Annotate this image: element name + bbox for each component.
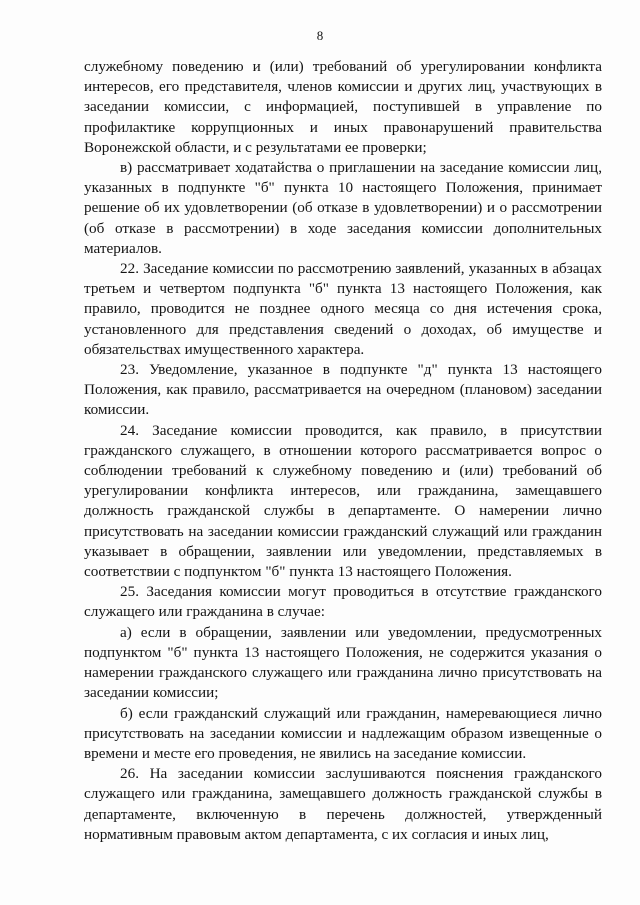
page-number: 8	[316, 28, 324, 43]
paragraph-continuation: служебному поведению и (или) требований об урегулировании конфликта интересов, его представителя, членов комиссии и других лиц, участвующих в заседании комиссии, с информацией, поступившей в управление по профилактике коррупционных и иных правонарушений правительства Воронежской области, и с результатами ее проверки;	[84, 58, 602, 156]
document-body	[84, 57, 602, 845]
paragraph-25-b: б) если гражданский служащий или гражданин, намеревающиеся лично присутствовать на заседании комиссии и надлежащим образом извещенные о времени и месте его проведения, не явились на заседание комиссии.	[84, 704, 602, 762]
paragraph-26: 26. На заседании комиссии заслушиваются пояснения гражданского служащего или гражданина, замещавшего должность гражданской службы в департаменте, включенную в перечень должностей, утвержденный нормативным правовым актом департамента, с их согласия и иных лиц,	[84, 765, 602, 843]
paragraph-25-a: а) если в обращении, заявлении или уведомлении, предусмотренных подпунктом "б" пункта 13 настоящего Положения, не содержится указания о намерении гражданского служащего или гражданина лично присутствовать на заседании комиссии;	[84, 623, 602, 702]
paragraph-25: 25. Заседания комиссии могут проводиться в отсутствие гражданского служащего или гражданина в случае:	[84, 583, 602, 621]
paragraph-21-v: в) рассматривает ходатайства о приглашении на заседание комиссии лиц, указанных в подпункте "б" пункта 10 настоящего Положения, принимает решение об их удовлетворении (об отказе в удовлетворении) и о рассмотрении (об отказе в рассмотрении) в ходе заседания комиссии дополнительных материалов.	[84, 159, 602, 257]
paragraph-22: 22. Заседание комиссии по рассмотрению заявлений, указанных в абзацах третьем и четвертом подпункта "б" пункта 13 настоящего Положения, как правило, проводится не позднее одного месяца со дня истечения срока, установленного для представления сведений о доходах, об имуществе и обязательствах имущественного характера.	[84, 260, 602, 358]
paragraph-23: 23. Уведомление, указанное в подпункте "д" пункта 13 настоящего Положения, как правило, рассматривается на очередном (плановом) заседании комиссии.	[84, 361, 602, 419]
paragraph-24: 24. Заседание комиссии проводится, как правило, в присутствии гражданского служащего, в отношении которого рассматривается вопрос о соблюдении требований к служебному поведению и (или) требований об урегулировании конфликта интересов, или гражданина, замещавшего должность гражданской службы в департаменте. О намерении лично присутствовать на заседании комиссии гражданский служащий или гражданин указывает в обращении, заявлении или уведомлении, представляемых в соответствии с подпунктом "б" пункта 13 настоящего Положения.	[84, 421, 602, 581]
